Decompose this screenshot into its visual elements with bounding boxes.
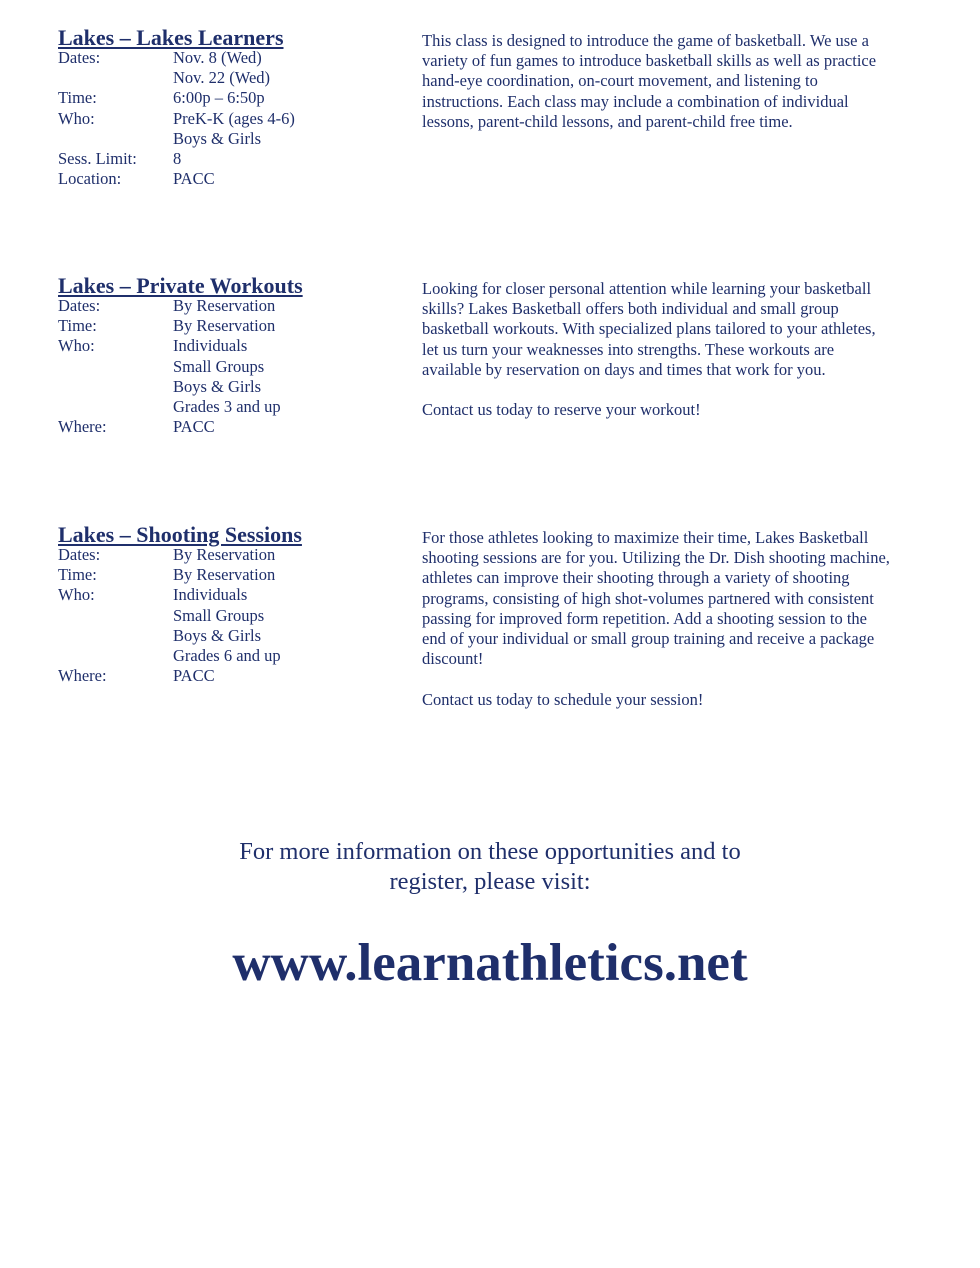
description-paragraph: Looking for closer personal attention while learning your basketball skills? Lakes Basketball offers both individual and small group basketball workouts. With specialized plans tailored to your athletes, let us turn your weaknesses into strengths. These workouts are available by reservation on days and times that work for you. [422,279,876,379]
detail-value: PreK-K (ages 4-6) [173,108,295,128]
detail-values [173,316,388,336]
detail-value: By Reservation [173,296,276,315]
detail-row [58,316,388,336]
section-description [422,31,892,132]
detail-values [173,169,388,189]
section-title: Lakes – Lakes Learners [58,25,284,50]
section-description [422,279,892,420]
detail-row [58,169,388,189]
detail-value: Grades 6 and up [173,646,281,666]
description-paragraph: Contact us today to reserve your workout! [422,400,701,420]
detail-row [58,109,388,149]
detail-value: PACC [173,417,215,437]
detail-row [58,48,388,88]
detail-values [173,149,388,169]
detail-value: Small Groups [173,356,265,376]
detail-row [58,666,388,686]
detail-row [58,585,388,666]
footer-info [0,837,980,993]
detail-value: Individuals [173,336,248,356]
detail-label: Dates: [58,296,101,315]
detail-value: 6:00p – 6:50p [173,88,265,108]
detail-value: Boys & Girls [173,625,262,645]
detail-label: Where: [58,666,107,686]
detail-values [173,109,388,149]
detail-value: PACC [173,169,215,189]
section-lakes-learners [58,25,938,225]
detail-row [58,336,388,417]
detail-row [58,565,388,585]
detail-row [58,88,388,108]
detail-row [58,545,388,565]
footer-text-line-2: register, please visit: [389,868,591,895]
detail-value: PACC [173,666,215,686]
detail-value: Grades 3 and up [173,397,281,417]
detail-value: 8 [173,149,182,169]
detail-values [173,48,388,88]
details-list [58,296,388,437]
detail-value: Boys & Girls [173,376,262,396]
detail-value: Boys & Girls [173,128,262,148]
detail-row [58,149,388,169]
detail-label: Time: [58,316,97,336]
detail-label: Time: [58,88,97,108]
detail-values [173,417,388,437]
website-link[interactable]: www.learnathletics.net [232,934,748,992]
detail-row [58,417,388,437]
detail-value: Individuals [173,585,248,605]
detail-label: Time: [58,565,97,585]
detail-value: Small Groups [173,605,265,625]
detail-value: By Reservation [173,545,276,564]
section-title: Lakes – Private Workouts [58,273,303,298]
section-shooting-sessions [58,522,938,722]
description-paragraph: For those athletes looking to maximize their time, Lakes Basketball shooting sessions are for you. Utilizing the Dr. Dish shooting machine, athletes can improve their shooting through a variety of shooting programs, consisting of high shot-volumes partnered with consistent passing for improved form repetition. Add a shooting session to the end of your individual or small group training and receive a package discount! [422,528,890,669]
detail-values [173,666,388,686]
detail-label: Location: [58,169,122,189]
section-title: Lakes – Shooting Sessions [58,522,302,547]
section-description [422,528,892,710]
detail-label: Dates: [58,48,101,67]
description-paragraph: Contact us today to schedule your session! [422,689,704,709]
detail-values [173,585,388,666]
detail-value: By Reservation [173,565,276,585]
detail-label: Where: [58,417,107,437]
detail-label: Who: [58,585,95,605]
footer-text-line-1: For more information on these opportunities and to [239,838,741,865]
detail-row [58,296,388,316]
detail-label: Dates: [58,545,101,564]
detail-label: Who: [58,336,95,356]
detail-values [173,88,388,108]
detail-values [173,545,388,565]
description-paragraph: This class is designed to introduce the game of basketball. We use a variety of fun games to introduce basketball skills as well as practice hand-eye coordination, on-court movement, and listening to instructions. Each class may include a combination of individual lessons, parent-child lessons, and parent-child free time. [422,31,877,131]
detail-label: Sess. Limit: [58,149,137,169]
detail-value: By Reservation [173,316,276,336]
detail-value: Nov. 8 (Wed) [173,48,262,67]
details-list [58,48,388,189]
detail-values [173,565,388,585]
detail-label: Who: [58,108,95,128]
section-private-workouts [58,273,938,473]
detail-value: Nov. 22 (Wed) [173,68,271,88]
detail-values [173,296,388,316]
details-list [58,545,388,686]
detail-values [173,336,388,417]
